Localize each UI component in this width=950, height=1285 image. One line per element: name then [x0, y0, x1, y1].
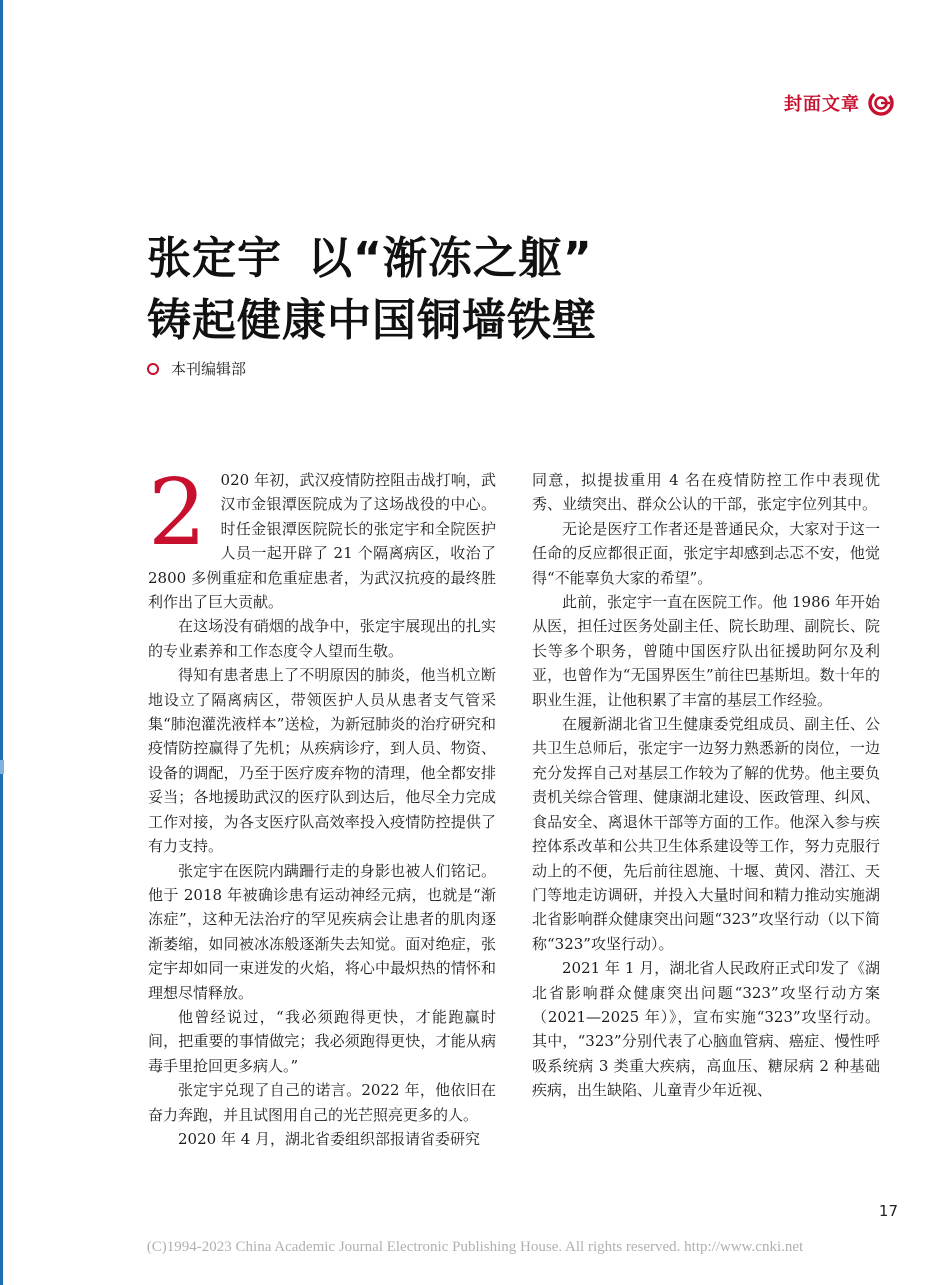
page-edge-mark: [0, 760, 4, 774]
paragraph: 得知有患者患上了不明原因的肺炎，他当机立断地设立了隔离病区，带领医护人员从患者支气管采集“肺泡灌洗液样本”送检，为新冠肺炎的治疗研究和疫情防控赢得了先机；从疾病诊疗，到人员、物资、设备的调配，乃至于医疗废弃物的清理，他全都安排妥当；各地援助武汉的医疗队到达后，他尽全力完成工作对接，为各支医疗队高效率投入疫情防控提供了有力支持。: [148, 666, 496, 856]
paragraph: 2020 年 4 月，湖北省委组织部报请省委研究: [178, 1129, 481, 1148]
paragraph: 在履新湖北省卫生健康委党组成员、副主任、公共卫生总师后，张定宇一边努力熟悉新的岗位，一边充分发挥自己对基层工作较为了解的优势。他主要负责机关综合管理、健康湖北建设、医政管理、纠风、食品安全、离退休干部等方面的工作。他深入参与疾控体系改革和公共卫生体系建设等工作，努力克服行动上的不便，先后前往恩施、十堰、黄冈、潜江、天门等地走访调研，并投入大量时间和精力推动实施湖北省影响群众健康突出问题“323”攻坚行动（以下简称“323”攻坚行动）。: [532, 715, 880, 953]
paragraph: 他曾经说过，“我必须跑得更快，才能跑赢时间，把重要的事情做完；我必须跑得更快，才能从病毒手里抢回更多病人。”: [148, 1007, 496, 1075]
byline-author: 本刊编辑部: [171, 360, 247, 378]
byline-circle-icon: [147, 363, 159, 375]
article-column-right: [532, 468, 880, 1103]
copyright-footer: (C)1994-2023 China Academic Journal Electronic Publishing House. All rights reserved. http://www.cnki.net: [146, 1239, 804, 1255]
section-label: 封面文章: [784, 94, 860, 115]
title-subject: 以“渐冻之躯”: [308, 233, 593, 284]
byline: [147, 358, 246, 379]
paragraph: 张定宇兑现了自己的诺言。2022 年，他依旧在奋力奔跑，并且试图用自己的光芒照亮更多的人。: [148, 1081, 496, 1124]
magazine-logo-icon: [868, 90, 894, 116]
article-title: [147, 228, 847, 352]
section-tag: [784, 90, 894, 116]
paragraph: 2021 年 1 月，湖北省人民政府正式印发了《湖北省影响群众健康突出问题“323”攻坚行动方案（2021—2025 年）》，宣布实施“323”攻坚行动。其中，“323”分别代表了心脑血管病、癌症、慢性呼吸系统病 3 类重大疾病，高血压、糖尿病 2 种基础疾病，出生缺陷、儿童青少年近视、: [532, 959, 880, 1100]
paragraph: 2 020 年初，武汉疫情防控阻击战打响，武汉市金银潭医院成为了这场战役的中心。时任金银潭医院院长的张定宇和全院医护人员一起开辟了 21 个隔离病区，收治了 2800 多例重症和危重症患者，为武汉抗疫的最终胜利作出了巨大贡献。: [148, 459, 496, 612]
paragraph: 同意，拟提拔重用 4 名在疫情防控工作中表现优秀、业绩突出、群众公认的干部，张定宇位列其中。: [532, 471, 880, 514]
article-column-left: [148, 459, 496, 1151]
title-line-1: [147, 228, 847, 290]
paragraph: 张定宇在医院内蹒跚行走的身影也被人们铭记。他于 2018 年被确诊患有运动神经元病，也就是“渐冻症”，这种无法治疗的罕见疾病会让患者的肌肉逐渐萎缩，如同被冰冻般逐渐失去知觉。面对绝症，张定宇却如同一束迸发的火焰，将心中最炽热的情怀和理想尽情释放。: [148, 861, 496, 1002]
paragraph: 此前，张定宇一直在医院工作。他 1986 年开始从医，担任过医务处副主任、院长助理、副院长、院长等多个职务，曾随中国医疗队出征援助阿尔及利亚，也曾作为“无国界医生”前往巴基斯坦。数十年的职业生涯，让他积累了丰富的基层工作经验。: [532, 593, 880, 709]
page-edge-bar: [0, 0, 3, 1285]
title-line-2: 铸起健康中国铜墙铁壁: [147, 295, 597, 346]
paragraph: 无论是医疗工作者还是普通民众，大家对于这一任命的反应都很正面，张定宇却感到忐忑不安，他觉得“不能辜负大家的希望”。: [532, 519, 880, 587]
title-name: 张定宇: [147, 233, 282, 284]
paragraph: 在这场没有硝烟的战争中，张定宇展现出的扎实的专业素养和工作态度令人望而生敬。: [148, 617, 496, 660]
dropcap: 2: [148, 459, 207, 566]
page-number: 17: [878, 1202, 898, 1220]
